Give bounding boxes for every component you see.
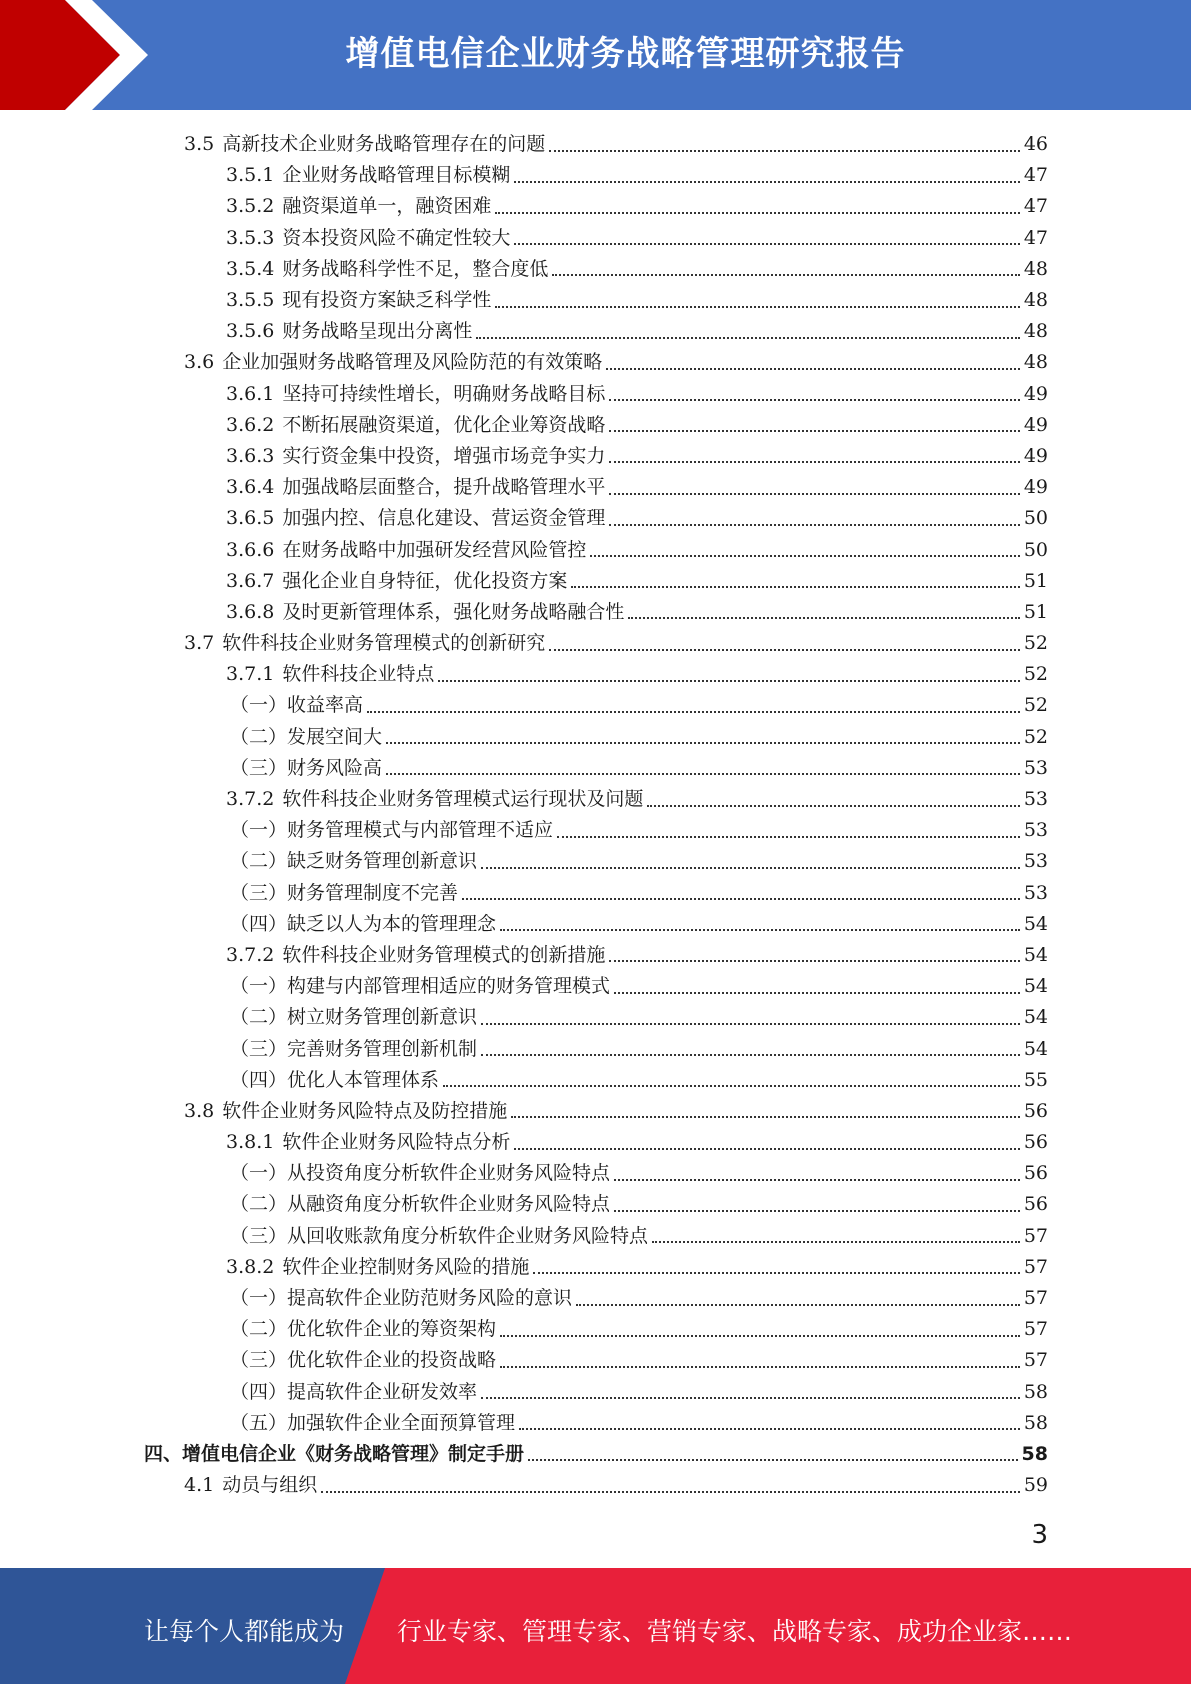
toc-dot-leader [514,181,1019,183]
toc-entry-title: 不断拓展融资渠道，优化企业筹资战略 [282,413,606,436]
toc-dot-leader [549,150,1020,152]
toc-entry[interactable] [144,285,1048,316]
toc-entry-page: 49 [1023,476,1048,499]
toc-dot-leader [514,1148,1019,1150]
toc-entry-title: 加强内控、信息化建设、营运资金管理 [282,507,606,530]
toc-entry-title: （二）优化软件企业的筹资架构 [230,1318,497,1341]
toc-entry-page: 58 [1021,1442,1048,1465]
toc-dot-leader [495,212,1019,214]
toc-entry-page: 46 [1023,133,1048,156]
toc-entry[interactable] [144,971,1048,1002]
toc-entry-page: 53 [1023,819,1048,842]
toc-entry[interactable] [144,191,1048,222]
toc-entry[interactable] [144,690,1048,721]
toc-entry-page: 48 [1023,320,1048,343]
toc-entry[interactable] [144,379,1048,410]
toc-dot-leader [500,1366,1020,1368]
toc-entry-page: 53 [1023,788,1048,811]
toc-entry-number: 3.6.5 [226,507,275,530]
toc-entry-page: 52 [1023,694,1048,717]
toc-entry-page: 57 [1023,1224,1048,1247]
toc-entry-page: 57 [1023,1349,1048,1372]
toc-entry-title: （五）加强软件企业全面预算管理 [230,1411,516,1434]
toc-dot-leader [367,711,1020,713]
toc-dot-leader [495,306,1019,308]
toc-entry-number: 3.8.2 [226,1255,275,1278]
toc-entry[interactable] [144,1002,1048,1033]
toc-entry-page: 58 [1023,1380,1048,1403]
toc-entry-title: 坚持可持续性增长，明确财务战略目标 [282,382,606,405]
table-of-contents [144,129,1048,1501]
toc-entry-title: （三）财务管理制度不完善 [230,881,459,904]
toc-entry-page: 58 [1023,1411,1048,1434]
toc-entry-number: 3.6.6 [226,538,275,561]
toc-entry-number: 3.6.8 [226,600,275,623]
toc-entry-title: 现有投资方案缺乏科学性 [282,289,492,312]
toc-dot-leader [609,960,1019,962]
toc-entry-title: 及时更新管理体系，强化财务战略融合性 [282,600,625,623]
toc-entry-title: 企业财务战略管理目标模糊 [282,164,511,187]
page-header [0,0,1191,110]
toc-entry-page: 49 [1023,382,1048,405]
toc-entry[interactable] [144,441,1048,472]
toc-entry-page: 52 [1023,632,1048,655]
toc-entry-title: 企业加强财务战略管理及风险防范的有效策略 [222,351,603,374]
toc-dot-leader [609,430,1019,432]
toc-entry-page: 47 [1023,195,1048,218]
toc-entry-page: 50 [1023,538,1048,561]
page-footer [0,1568,1191,1684]
toc-dot-leader [614,1179,1020,1181]
toc-entry[interactable] [144,254,1048,285]
toc-dot-leader [500,929,1020,931]
toc-entry-number: 3.6.7 [226,569,275,592]
toc-entry-title: 高新技术企业财务战略管理存在的问题 [222,133,546,156]
toc-dot-leader [609,399,1019,401]
toc-entry-page: 47 [1023,226,1048,249]
toc-entry-title: 软件企业财务风险特点及防控措施 [222,1099,508,1122]
toc-entry-title: 在财务战略中加强研发经营风险管控 [282,538,587,561]
toc-entry-page: 51 [1023,569,1048,592]
toc-entry[interactable] [144,1127,1048,1158]
toc-entry-title: 软件企业控制财务风险的措施 [282,1255,530,1278]
toc-dot-leader [628,617,1019,619]
toc-dot-leader [481,867,1020,869]
toc-entry-page: 49 [1023,444,1048,467]
toc-entry-page: 56 [1023,1193,1048,1216]
toc-dot-leader [528,1459,1018,1461]
toc-entry-title: 动员与组织 [222,1474,318,1497]
toc-entry[interactable] [144,1158,1048,1189]
toc-entry-page: 53 [1023,756,1048,779]
toc-dot-leader [609,461,1019,463]
toc-entry-title: 软件科技企业财务管理模式的创新研究 [222,632,546,655]
toc-entry[interactable] [144,1377,1048,1408]
toc-entry-number: 3.5.3 [226,226,275,249]
toc-entry-number: 3.5.1 [226,164,275,187]
toc-entry[interactable] [144,659,1048,690]
toc-entry[interactable] [144,1439,1048,1470]
toc-entry-title: （一）收益率高 [230,694,364,717]
toc-entry[interactable] [144,1252,1048,1283]
toc-entry-page: 56 [1023,1131,1048,1154]
toc-dot-leader [321,1491,1020,1493]
toc-dot-leader [571,586,1019,588]
toc-entry-page: 49 [1023,413,1048,436]
toc-entry-number: 3.7.1 [226,663,275,686]
toc-entry-title: （三）财务风险高 [230,756,383,779]
toc-entry-page: 48 [1023,289,1048,312]
toc-entry-title: （四）缺乏以人为本的管理理念 [230,912,497,935]
toc-dot-leader [514,243,1019,245]
toc-entry[interactable] [144,129,1048,160]
toc-entry[interactable] [144,1189,1048,1220]
toc-entry[interactable] [144,846,1048,877]
footer-slogan-left: 让每个人都能成为 [144,1617,345,1646]
toc-entry[interactable] [144,160,1048,191]
toc-entry-number: 3.8 [184,1099,215,1122]
toc-dot-leader [476,337,1019,339]
toc-entry-title: （二）发展空间大 [230,725,383,748]
toc-dot-leader [647,805,1019,807]
toc-dot-leader [590,555,1019,557]
toc-entry-title: 实行资金集中投资，增强市场竞争实力 [282,444,606,467]
toc-entry[interactable] [144,753,1048,784]
toc-entry[interactable] [144,347,1048,378]
toc-dot-leader [438,680,1019,682]
toc-entry-page: 52 [1023,663,1048,686]
toc-entry[interactable] [144,503,1048,534]
toc-entry[interactable] [144,1470,1048,1501]
toc-entry-page: 59 [1023,1474,1048,1497]
toc-dot-leader [609,493,1019,495]
toc-entry-page: 53 [1023,850,1048,873]
toc-entry-number: 3.6 [184,351,215,374]
page-number: 3 [1031,1520,1048,1550]
toc-entry-number: 3.5 [184,133,215,156]
toc-dot-leader [481,1054,1020,1056]
toc-entry-title: 四、增值电信企业《财务战略管理》制定手册 [144,1442,525,1465]
toc-dot-leader [557,836,1020,838]
toc-entry[interactable] [144,1221,1048,1252]
toc-entry-title: 软件科技企业财务管理模式运行现状及问题 [282,788,644,811]
toc-entry-page: 54 [1023,1037,1048,1060]
toc-dot-leader [462,898,1020,900]
toc-entry-page: 54 [1023,975,1048,998]
toc-dot-leader [606,368,1020,370]
toc-entry-page: 53 [1023,881,1048,904]
toc-entry-page: 48 [1023,257,1048,280]
toc-entry-number: 3.6.3 [226,444,275,467]
toc-dot-leader [519,1428,1020,1430]
toc-entry-title: 财务战略科学性不足，整合度低 [282,257,549,280]
toc-entry[interactable] [144,410,1048,441]
toc-entry-number: 3.5.5 [226,289,275,312]
toc-entry-title: （三）优化软件企业的投资战略 [230,1349,497,1372]
toc-dot-leader [609,524,1019,526]
toc-entry[interactable] [144,722,1048,753]
toc-entry-page: 54 [1023,912,1048,935]
toc-entry-title: 软件企业财务风险特点分析 [282,1131,511,1154]
toc-entry[interactable] [144,472,1048,503]
toc-entry-number: 3.6.4 [226,476,275,499]
toc-entry[interactable] [144,316,1048,347]
toc-entry-number: 3.7 [184,632,215,655]
toc-entry-page: 51 [1023,600,1048,623]
toc-entry[interactable] [144,1408,1048,1439]
toc-entry-title: （二）树立财务管理创新意识 [230,1006,478,1029]
toc-entry-title: （一）财务管理模式与内部管理不适应 [230,819,554,842]
toc-entry-number: 3.5.4 [226,257,275,280]
toc-dot-leader [533,1272,1019,1274]
toc-dot-leader [614,992,1020,994]
toc-entry-title: （二）缺乏财务管理创新意识 [230,850,478,873]
toc-entry[interactable] [144,878,1048,909]
toc-entry-number: 3.8.1 [226,1131,275,1154]
toc-entry-number: 3.7.2 [226,943,275,966]
toc-entry-page: 57 [1023,1287,1048,1310]
toc-entry-title: 软件科技企业特点 [282,663,435,686]
toc-entry-title: （三）从回收账款角度分析软件企业财务风险特点 [230,1224,649,1247]
toc-entry-title: 加强战略层面整合，提升战略管理水平 [282,476,606,499]
toc-entry-page: 54 [1023,1006,1048,1029]
toc-entry-page: 56 [1023,1099,1048,1122]
toc-entry[interactable] [144,223,1048,254]
toc-entry-page: 50 [1023,507,1048,530]
toc-entry-page: 57 [1023,1318,1048,1341]
toc-entry[interactable] [144,1345,1048,1376]
toc-entry-title: （三）完善财务管理创新机制 [230,1037,478,1060]
toc-dot-leader [652,1241,1020,1243]
toc-entry-title: （四）提高软件企业研发效率 [230,1380,478,1403]
toc-entry[interactable] [144,940,1048,971]
toc-entry-title: 融资渠道单一，融资困难 [282,195,492,218]
toc-entry-title: 财务战略呈现出分离性 [282,320,473,343]
toc-dot-leader [614,1210,1020,1212]
toc-entry-page: 48 [1023,351,1048,374]
toc-entry-title: 软件科技企业财务管理模式的创新措施 [282,943,606,966]
toc-dot-leader [386,742,1020,744]
toc-dot-leader [552,274,1019,276]
toc-entry-title: （二）从融资角度分析软件企业财务风险特点 [230,1193,611,1216]
toc-entry-number: 4.1 [184,1474,215,1497]
toc-entry-title: （一）提高软件企业防范财务风险的意识 [230,1287,573,1310]
toc-entry[interactable] [144,1065,1048,1096]
toc-dot-leader [481,1023,1020,1025]
toc-entry[interactable] [144,1096,1048,1127]
toc-entry[interactable] [144,784,1048,815]
toc-dot-leader [386,773,1020,775]
toc-entry[interactable] [144,909,1048,940]
toc-entry-number: 3.6.1 [226,382,275,405]
toc-dot-leader [443,1085,1020,1087]
toc-entry-page: 57 [1023,1255,1048,1278]
toc-entry[interactable] [144,815,1048,846]
toc-entry[interactable] [144,1314,1048,1345]
toc-dot-leader [481,1397,1020,1399]
toc-entry-page: 55 [1023,1068,1048,1091]
toc-entry-title: 强化企业自身特征，优化投资方案 [282,569,568,592]
toc-entry-title: 资本投资风险不确定性较大 [282,226,511,249]
toc-entry[interactable] [144,597,1048,628]
toc-entry[interactable] [144,628,1048,659]
toc-entry-page: 52 [1023,725,1048,748]
document-title: 增值电信企业财务战略管理研究报告 [345,34,906,74]
toc-entry-page: 54 [1023,943,1048,966]
toc-dot-leader [549,649,1020,651]
toc-entry-number: 3.6.2 [226,413,275,436]
toc-entry-title: （四）优化人本管理体系 [230,1068,440,1091]
toc-dot-leader [576,1304,1020,1306]
toc-entry[interactable] [144,566,1048,597]
toc-dot-leader [511,1116,1020,1118]
toc-entry[interactable] [144,1033,1048,1064]
toc-entry-number: 3.5.2 [226,195,275,218]
toc-entry[interactable] [144,1283,1048,1314]
toc-entry-page: 56 [1023,1162,1048,1185]
toc-entry-number: 3.5.6 [226,320,275,343]
toc-entry-number: 3.7.2 [226,788,275,811]
toc-entry[interactable] [144,534,1048,565]
toc-entry-title: （一）构建与内部管理相适应的财务管理模式 [230,975,611,998]
toc-entry-title: （一）从投资角度分析软件企业财务风险特点 [230,1162,611,1185]
toc-entry-page: 47 [1023,164,1048,187]
toc-dot-leader [500,1335,1020,1337]
footer-slogan-right: 行业专家、管理专家、营销专家、战略专家、成功企业家…… [397,1617,1073,1646]
